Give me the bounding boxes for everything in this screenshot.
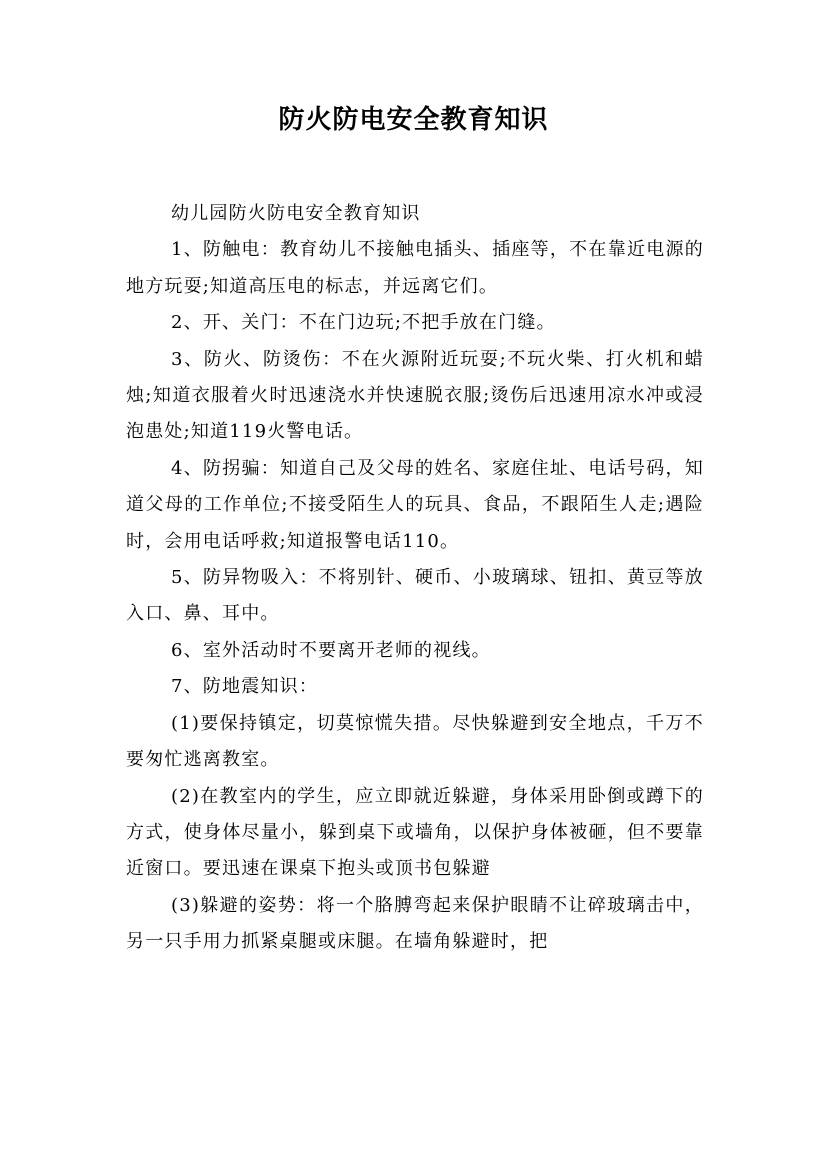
paragraph-earthquake-heading: 7、防地震知识：	[171, 676, 319, 698]
document-title: 防火防电安全教育知识	[278, 105, 549, 135]
document-body	[126, 196, 704, 961]
paragraph-abduction: 4、防拐骗：知道自己及父母的姓名、家庭住址、电话号码，知道父母的工作单位;不接受陌生人的玩具、食品，不跟陌生人走;遇险时，会用电话呼救;知道报警电话110。	[126, 457, 704, 552]
paragraph-electric-shock: 1、防触电：教育幼儿不接触电插头、插座等，不在靠近电源的地方玩耍;知道高压电的标志，并远离它们。	[126, 239, 704, 297]
paragraph-earthquake-3: (3)躲避的姿势：将一个胳膊弯起来保护眼睛不让碎玻璃击中，另一只手用力抓紧桌腿或床腿。在墙角躲避时，把	[126, 894, 704, 953]
paragraph-doors: 2、开、关门：不在门边玩;不把手放在门缝。	[171, 312, 556, 334]
paragraph-earthquake-2: (2)在教室内的学生，应立即就近躲避，身体采用卧倒或蹲下的方式，使身体尽量小，躲到桌下或墙角，以保护身体被砸，但不要靠近窗口。要迅速在课桌下抱头或顶书包躲避	[126, 785, 704, 880]
paragraph-outdoor: 6、室外活动时不要离开老师的视线。	[171, 639, 491, 661]
paragraph-subtitle: 幼儿园防火防电安全教育知识	[171, 203, 421, 224]
paragraph-earthquake-1: (1)要保持镇定，切莫惊慌失措。尽快躲避到安全地点，千万不要匆忙逃离教室。	[126, 712, 704, 771]
paragraph-fire-burns: 3、防火、防烫伤：不在火源附近玩耍;不玩火柴、打火机和蜡烛;知道衣服着火时迅速浇水并快速脱衣服;烫伤后迅速用凉水冲或浸泡患处;知道119火警电话。	[126, 348, 704, 443]
paragraph-foreign-objects: 5、防异物吸入：不将别针、硬币、小玻璃球、钮扣、黄豆等放入口、鼻、耳中。	[126, 567, 704, 625]
